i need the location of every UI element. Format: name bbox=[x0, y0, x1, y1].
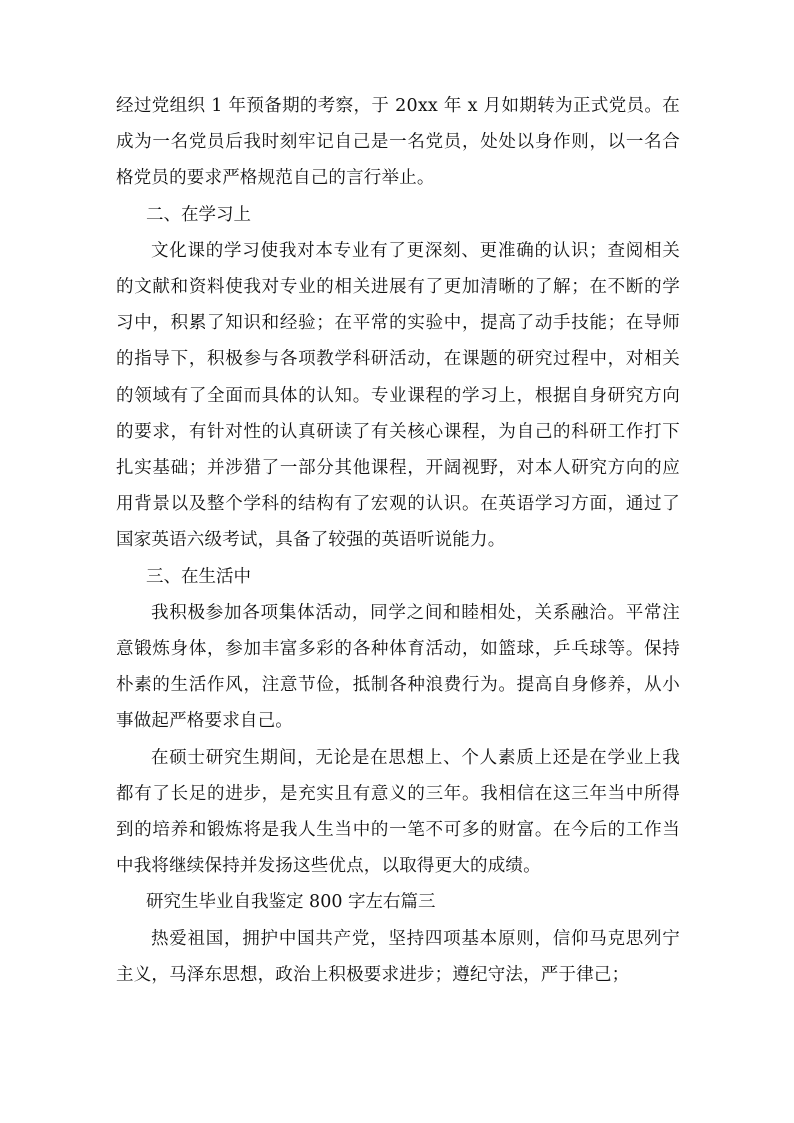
document-page bbox=[116, 88, 680, 993]
paragraph-patriotism: 热爱祖国，拥护中国共产党，坚持四项基本原则，信仰马克思列宁主义，马泽东思想，政治上积极要求进步；遵纪守法，严于律己； bbox=[116, 928, 680, 985]
paragraph-party-membership: 经过党组织 1 年预备期的考察，于 20xx 年 x 月如期转为正式党员。在成为一名党员后我时刻牢记自己是一名党员，处处以身作则，以一名合格党员的要求严格规范自己的言行举止。 bbox=[116, 96, 680, 189]
paragraph-study: 文化课的学习使我对本专业有了更深刻、更准确的认识；查阅相关的文献和资料使我对专业的相关进展有了更加清晰的了解；在不断的学习中，积累了知识和经验；在平常的实验中，提高了动手技能；在导师的指导下，积极参与各项教学科研活动，在课题的研究过程中，对相关的领域有了全面而具体的认知。专业课程的学习上，根据自身研究方向的要求，有针对性的认真研读了有关核心课程，为自己的科研工作打下扎实基础；并涉猎了一部分其他课程，开阔视野，对本人研究方向的应用背景以及整个学科的结构有了宏观的认识。在英语学习方面，通过了国家英语六级考试，具备了较强的英语听说能力。 bbox=[116, 240, 680, 551]
section-heading-life: 三、在生活中 bbox=[146, 566, 251, 587]
section-heading-study: 二、在学习上 bbox=[146, 204, 251, 225]
paragraph-life: 我积极参加各项集体活动，同学之间和睦相处，关系融洽。平常注意锻炼身体，参加丰富多彩的各种体育活动，如篮球，乒乓球等。保持朴素的生活作风，注意节俭，抵制各种浪费行为。提高自身修养，从小事做起严格要求自己。 bbox=[116, 602, 680, 732]
paragraph-summary: 在硕士研究生期间，无论是在思想上、个人素质上还是在学业上我都有了长足的进步，是充实且有意义的三年。我相信在这三年当中所得到的培养和锻炼将是我人生当中的一笔不可多的财富。在今后的工作当中我将继续保持并发扬这些优点，以取得更大的成绩。 bbox=[116, 747, 680, 877]
article-title-part-three: 研究生毕业自我鉴定 800 字左右篇三 bbox=[146, 892, 436, 913]
